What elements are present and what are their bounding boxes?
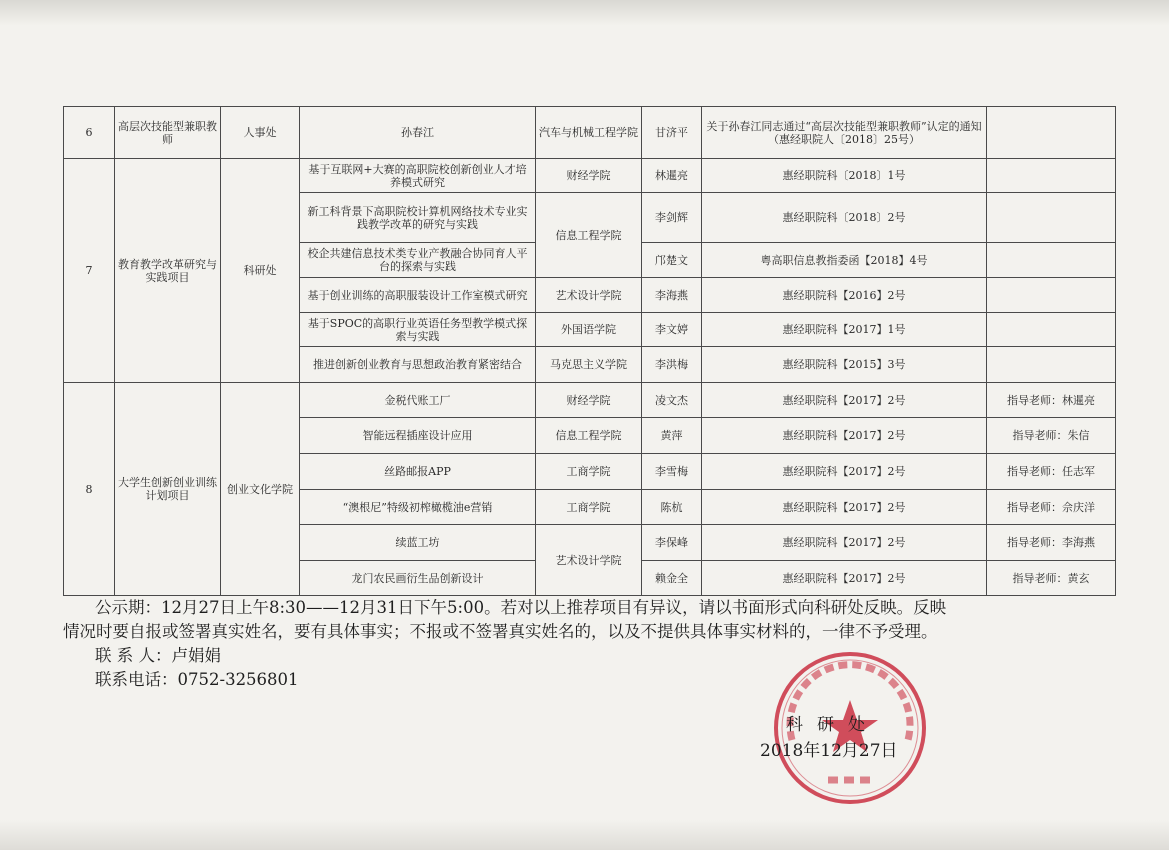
project-title: 推进创新创业教育与思想政治教育紧密结合 (300, 347, 536, 383)
table-row (64, 383, 1116, 418)
document-ref: 惠经职院科〔2018〕2号 (702, 193, 987, 243)
document-ref: 惠经职院科【2017】2号 (702, 490, 987, 525)
document-ref: 惠经职院科【2016】2号 (702, 278, 987, 313)
document-ref: 惠经职院科〔2018〕1号 (702, 159, 987, 193)
row-number: 8 (64, 383, 115, 596)
document-ref: 惠经职院科【2017】1号 (702, 313, 987, 347)
project-category: 高层次技能型兼职教师 (115, 107, 221, 159)
document-ref: 粤高职信息教指委函【2018】4号 (702, 243, 987, 278)
project-category: 大学生创新创业训练计划项目 (115, 383, 221, 596)
project-title: 续蓝工坊 (300, 525, 536, 561)
person: 林暹亮 (642, 159, 702, 193)
college: 外国语学院 (536, 313, 642, 347)
project-title: “澳根尼”特级初榨橄榄油e营销 (300, 490, 536, 525)
college: 工商学院 (536, 490, 642, 525)
person: 甘济平 (642, 107, 702, 159)
note (987, 159, 1116, 193)
note (987, 243, 1116, 278)
person: 李文婷 (642, 313, 702, 347)
document-ref: 惠经职院科【2017】2号 (702, 525, 987, 561)
person: 李保峰 (642, 525, 702, 561)
college: 马克思主义学院 (536, 347, 642, 383)
recommendation-table (63, 106, 1116, 596)
person: 李洪梅 (642, 347, 702, 383)
college: 艺术设计学院 (536, 525, 642, 596)
project-title: 校企共建信息技术类专业产教融合协同育人平台的探索与实践 (300, 243, 536, 278)
college: 工商学院 (536, 454, 642, 490)
college: 财经学院 (536, 383, 642, 418)
notice-line-2: 情况时要自报或签署真实姓名，要有具体事实；不报或不签署真实姓名的，以及不提供具体事实材料的，一律不予受理。 (63, 622, 938, 641)
public-notice (63, 596, 1123, 692)
college: 信息工程学院 (536, 193, 642, 278)
note: 指导老师：佘庆洋 (987, 490, 1116, 525)
note (987, 313, 1116, 347)
table-row (64, 107, 1116, 159)
note: 指导老师：任志军 (987, 454, 1116, 490)
notice-line-1: 公示期：12月27日上午8:30——12月31日下午5:00。若对以上推荐项目有异议，请以书面形式向科研处反映。反映 (95, 598, 947, 617)
document-ref: 惠经职院科【2015】3号 (702, 347, 987, 383)
signature-office: 科研处 (786, 715, 879, 735)
note: 指导老师：李海燕 (987, 525, 1116, 561)
signature-block (760, 712, 960, 764)
document-ref: 惠经职院科【2017】2号 (702, 561, 987, 596)
person: 李海燕 (642, 278, 702, 313)
scan-edge-bottom (0, 820, 1169, 850)
department: 人事处 (221, 107, 300, 159)
department: 创业文化学院 (221, 383, 300, 596)
college: 信息工程学院 (536, 418, 642, 454)
signature-date: 2018年12月27日 (760, 741, 898, 761)
note: 指导老师：林暹亮 (987, 383, 1116, 418)
project-title: 新工科背景下高职院校计算机网络技术专业实践教学改革的研究与实践 (300, 193, 536, 243)
table-row (64, 159, 1116, 193)
project-title: 丝路邮报APP (300, 454, 536, 490)
person: 邝楚文 (642, 243, 702, 278)
project-title: 龙门农民画衍生品创新设计 (300, 561, 536, 596)
person: 陈杭 (642, 490, 702, 525)
note (987, 278, 1116, 313)
note: 指导老师：黄玄 (987, 561, 1116, 596)
note (987, 347, 1116, 383)
note: 指导老师：朱信 (987, 418, 1116, 454)
contact-phone: 联系电话：0752-3256801 (95, 670, 299, 689)
note (987, 193, 1116, 243)
project-title: 基于SPOC的高职行业英语任务型教学模式探索与实践 (300, 313, 536, 347)
project-title: 金税代账工厂 (300, 383, 536, 418)
person: 赖金全 (642, 561, 702, 596)
college: 艺术设计学院 (536, 278, 642, 313)
project-title: 智能远程插座设计应用 (300, 418, 536, 454)
row-number: 7 (64, 159, 115, 383)
scan-edge-top (0, 0, 1169, 26)
college: 汽车与机械工程学院 (536, 107, 642, 159)
department: 科研处 (221, 159, 300, 383)
person: 李雪梅 (642, 454, 702, 490)
project-title: 基于互联网+大赛的高职院校创新创业人才培养模式研究 (300, 159, 536, 193)
document-ref: 关于孙春江同志通过“高层次技能型兼职教师”认定的通知（惠经职院人〔2018〕25号） (702, 107, 987, 159)
person: 凌文杰 (642, 383, 702, 418)
note (987, 107, 1116, 159)
project-title: 孙春江 (300, 107, 536, 159)
person: 李剑辉 (642, 193, 702, 243)
college: 财经学院 (536, 159, 642, 193)
project-title: 基于创业训练的高职服装设计工作室模式研究 (300, 278, 536, 313)
document-ref: 惠经职院科【2017】2号 (702, 454, 987, 490)
document-ref: 惠经职院科【2017】2号 (702, 418, 987, 454)
document-ref: 惠经职院科【2017】2号 (702, 383, 987, 418)
person: 黄萍 (642, 418, 702, 454)
project-category: 教育教学改革研究与实践项目 (115, 159, 221, 383)
row-number: 6 (64, 107, 115, 159)
contact-person: 联 系 人：卢娟娟 (95, 646, 221, 665)
